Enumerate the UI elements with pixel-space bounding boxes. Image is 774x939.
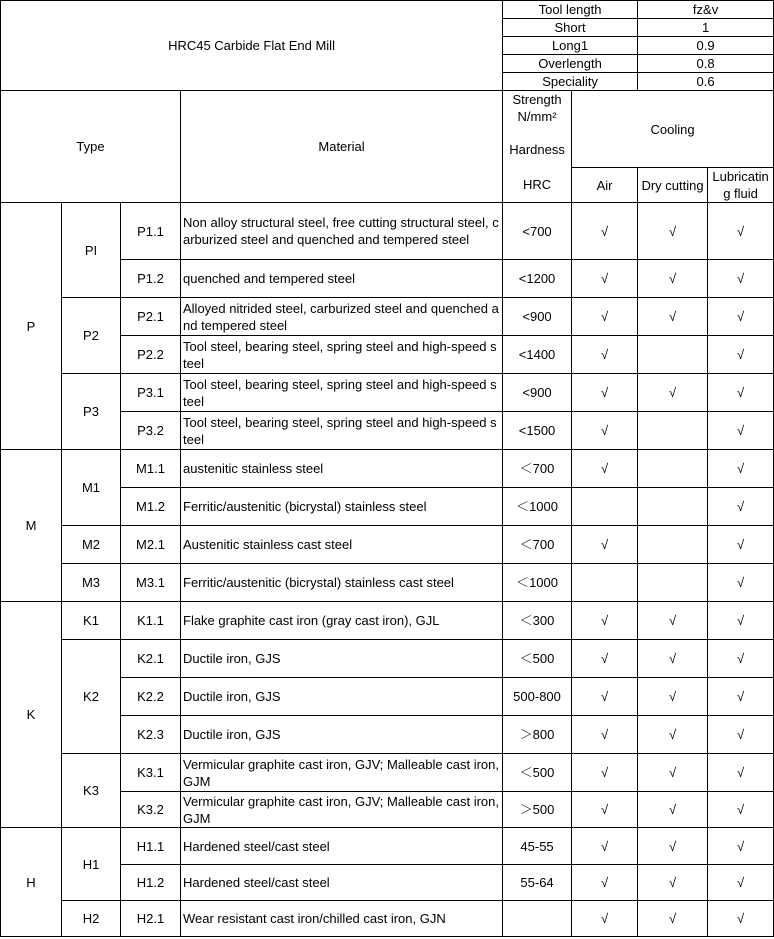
air-check: √	[572, 678, 638, 716]
material-code: K2.1	[121, 640, 181, 678]
lub-check: √	[708, 526, 774, 564]
material-name: Flake graphite cast iron (gray cast iron), GJL	[181, 602, 503, 640]
strength-value: 55-64	[503, 865, 572, 901]
material-code: M1.1	[121, 450, 181, 488]
dry-check	[638, 526, 708, 564]
group-m: M	[1, 450, 62, 602]
lub-check: √	[708, 412, 774, 450]
lub-check: √	[708, 450, 774, 488]
material-name: austenitic stainless steel	[181, 450, 503, 488]
lub-check: √	[708, 865, 774, 901]
material-name: Austenitic stainless cast steel	[181, 526, 503, 564]
tool-length-label: Short	[503, 19, 638, 37]
group-p: P	[1, 203, 62, 450]
air-check: √	[572, 374, 638, 412]
lub-check: √	[708, 260, 774, 298]
strength-value: ＜1000	[503, 488, 572, 526]
strength-value: <900	[503, 374, 572, 412]
material-name: Ferritic/austenitic (bicrystal) stainless cast steel	[181, 564, 503, 602]
lub-check: √	[708, 754, 774, 792]
dry-check: √	[638, 792, 708, 828]
material-code: H1.1	[121, 828, 181, 865]
air-check: √	[572, 865, 638, 901]
air-check	[572, 564, 638, 602]
material-name: Wear resistant cast iron/chilled cast iron, GJN	[181, 901, 503, 937]
dry-check: √	[638, 754, 708, 792]
material-name: Tool steel, bearing steel, spring steel and high-speed steel	[181, 412, 503, 450]
air-check: √	[572, 336, 638, 374]
material-header: Material	[181, 91, 503, 203]
strength-value: <1400	[503, 336, 572, 374]
lubricating-fluid-header: Lubricating fluid	[708, 168, 774, 203]
air-check: √	[572, 640, 638, 678]
subgroup-k3: K3	[62, 754, 121, 828]
subgroup-k1: K1	[62, 602, 121, 640]
material-code: K1.1	[121, 602, 181, 640]
subgroup-m2: M2	[62, 526, 121, 564]
tool-length-value: 0.9	[638, 37, 774, 55]
strength-value: ＜300	[503, 602, 572, 640]
dry-check	[638, 336, 708, 374]
material-name: Ductile iron, GJS	[181, 678, 503, 716]
subgroup-h1: H1	[62, 828, 121, 901]
dry-check: √	[638, 640, 708, 678]
strength-label: Strength N/mm²	[512, 92, 562, 124]
lub-check: √	[708, 716, 774, 754]
material-code: P2.1	[121, 298, 181, 336]
dry-check: √	[638, 828, 708, 865]
strength-value	[503, 901, 572, 937]
air-check: √	[572, 450, 638, 488]
dry-check: √	[638, 865, 708, 901]
dry-check: √	[638, 374, 708, 412]
lub-check: √	[708, 488, 774, 526]
material-code: P1.1	[121, 203, 181, 260]
group-k: K	[1, 602, 62, 828]
tool-length-label: Long1	[503, 37, 638, 55]
air-check	[572, 488, 638, 526]
tool-length-label: Speciality	[503, 73, 638, 91]
material-code: M2.1	[121, 526, 181, 564]
tool-length-label: Overlength	[503, 55, 638, 73]
air-check: √	[572, 602, 638, 640]
lub-check: √	[708, 564, 774, 602]
material-code: H2.1	[121, 901, 181, 937]
material-name: Non alloy structural steel, free cutting structural steel, carburized steel and quenched and tempered steel	[181, 203, 503, 260]
material-code: K2.2	[121, 678, 181, 716]
material-name: Vermicular graphite cast iron, GJV; Malleable cast iron, GJM	[181, 792, 503, 828]
air-check: √	[572, 716, 638, 754]
strength-value: ＜700	[503, 450, 572, 488]
hardness-label: Hardness	[509, 142, 565, 157]
subgroup-pi: PI	[62, 203, 121, 298]
tool-length-header: Tool length	[503, 1, 638, 19]
dry-check: √	[638, 716, 708, 754]
cooling-header: Cooling	[572, 91, 774, 168]
air-check: √	[572, 901, 638, 937]
dry-check	[638, 488, 708, 526]
lub-check: √	[708, 678, 774, 716]
material-name: Tool steel, bearing steel, spring steel and high-speed steel	[181, 374, 503, 412]
material-code: P3.2	[121, 412, 181, 450]
material-code: P3.1	[121, 374, 181, 412]
material-name: quenched and tempered steel	[181, 260, 503, 298]
strength-value: ＞500	[503, 792, 572, 828]
dry-check: √	[638, 298, 708, 336]
material-code: K3.2	[121, 792, 181, 828]
dry-check	[638, 564, 708, 602]
air-check: √	[572, 260, 638, 298]
material-code: M3.1	[121, 564, 181, 602]
subgroup-m3: M3	[62, 564, 121, 602]
lub-check: √	[708, 640, 774, 678]
lub-check: √	[708, 374, 774, 412]
tool-length-value: 1	[638, 19, 774, 37]
material-code: H1.2	[121, 865, 181, 901]
strength-value: <1200	[503, 260, 572, 298]
strength-value: <1500	[503, 412, 572, 450]
lub-check: √	[708, 828, 774, 865]
strength-value: ＜500	[503, 640, 572, 678]
subgroup-m1: M1	[62, 450, 121, 526]
dry-cutting-header: Dry cutting	[638, 168, 708, 203]
material-name: Ductile iron, GJS	[181, 716, 503, 754]
air-header: Air	[572, 168, 638, 203]
fz-v-header: fz&v	[638, 1, 774, 19]
group-h: H	[1, 828, 62, 937]
dry-check: √	[638, 678, 708, 716]
dry-check	[638, 450, 708, 488]
air-check: √	[572, 412, 638, 450]
strength-hardness-header	[503, 91, 572, 168]
subgroup-p2: P2	[62, 298, 121, 374]
air-check: √	[572, 828, 638, 865]
lub-check: √	[708, 792, 774, 828]
strength-value: ＜1000	[503, 564, 572, 602]
material-name: Alloyed nitrided steel, carburized steel and quenched and tempered steel	[181, 298, 503, 336]
lub-check: √	[708, 901, 774, 937]
material-name: Tool steel, bearing steel, spring steel and high-speed steel	[181, 336, 503, 374]
strength-value: ＜500	[503, 754, 572, 792]
material-name: Ductile iron, GJS	[181, 640, 503, 678]
dry-check: √	[638, 901, 708, 937]
strength-value: <700	[503, 203, 572, 260]
material-name: Ferritic/austenitic (bicrystal) stainless steel	[181, 488, 503, 526]
lub-check: √	[708, 298, 774, 336]
subgroup-k2: K2	[62, 640, 121, 754]
lub-check: √	[708, 602, 774, 640]
air-check: √	[572, 298, 638, 336]
material-name: Vermicular graphite cast iron, GJV; Malleable cast iron, GJM	[181, 754, 503, 792]
material-code: K2.3	[121, 716, 181, 754]
strength-value: 45-55	[503, 828, 572, 865]
material-code: P1.2	[121, 260, 181, 298]
strength-value: 500-800	[503, 678, 572, 716]
hrc-label: HRC	[503, 168, 572, 203]
lub-check: √	[708, 203, 774, 260]
material-code: P2.2	[121, 336, 181, 374]
table-title: HRC45 Carbide Flat End Mill	[1, 1, 503, 91]
dry-check: √	[638, 260, 708, 298]
air-check: √	[572, 754, 638, 792]
air-check: √	[572, 526, 638, 564]
dry-check: √	[638, 203, 708, 260]
material-code: K3.1	[121, 754, 181, 792]
material-name: Hardened steel/cast steel	[181, 865, 503, 901]
subgroup-h2: H2	[62, 901, 121, 937]
strength-value: <900	[503, 298, 572, 336]
material-name: Hardened steel/cast steel	[181, 828, 503, 865]
air-check: √	[572, 203, 638, 260]
strength-value: ＞800	[503, 716, 572, 754]
strength-value: ＜700	[503, 526, 572, 564]
tool-length-value: 0.6	[638, 73, 774, 91]
dry-check: √	[638, 602, 708, 640]
subgroup-p3: P3	[62, 374, 121, 450]
tool-length-value: 0.8	[638, 55, 774, 73]
type-header: Type	[1, 91, 181, 203]
lub-check: √	[708, 336, 774, 374]
dry-check	[638, 412, 708, 450]
air-check: √	[572, 792, 638, 828]
material-code: M1.2	[121, 488, 181, 526]
